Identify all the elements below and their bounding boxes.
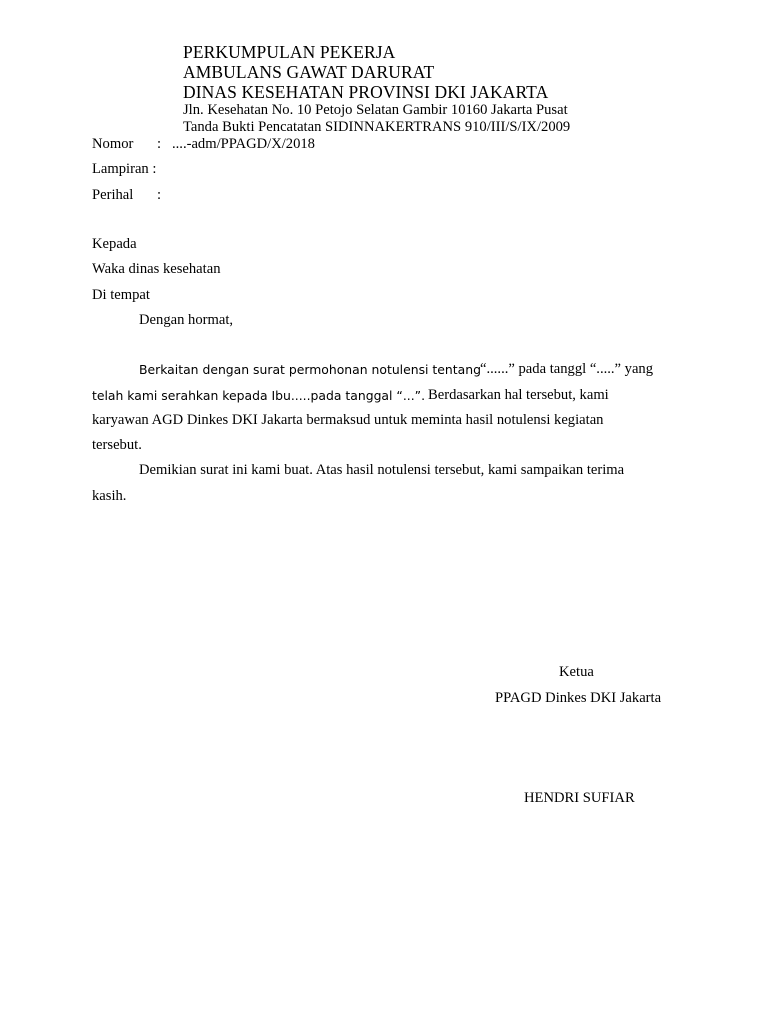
header-address: Jln. Kesehatan No. 10 Petojo Selatan Gambir 10160 Jakarta Pusat [183, 102, 568, 118]
recipient-line1: Kepada [92, 236, 137, 252]
recipient-line3: Di tempat [92, 287, 150, 303]
header-org-line1: PERKUMPULAN PEKERJA [183, 42, 396, 62]
body-p1-line2-a: telah kami serahkan kepada Ibu.....pada tanggal “...”. [92, 388, 426, 403]
body-p1-line3: karyawan AGD Dinkes DKI Jakarta bermaksud untuk meminta hasil notulensi kegiatan [92, 412, 604, 428]
signature-name: HENDRI SUFIAR [524, 790, 635, 806]
body-p1-line2-b: Berdasarkan hal tersebut, kami [428, 387, 609, 403]
nomor-label: Nomor [92, 136, 134, 152]
nomor-value: ....-adm/PPAGD/X/2018 [172, 136, 315, 152]
recipient-line2: Waka dinas kesehatan [92, 261, 221, 277]
body-p1-line4: tersebut. [92, 437, 142, 453]
signature-title: Ketua [559, 664, 594, 680]
signature-org: PPAGD Dinkes DKI Jakarta [495, 690, 662, 706]
header-org-line3: DINAS KESEHATAN PROVINSI DKI JAKARTA [183, 82, 549, 102]
body-p2-line1: Demikian surat ini kami buat. Atas hasil notulensi tersebut, kami sampaikan terima [139, 462, 625, 478]
lampiran-label: Lampiran : [92, 161, 157, 177]
header-registration: Tanda Bukti Pencatatan SIDINNAKERTRANS 910/III/S/IX/2009 [183, 119, 571, 135]
body-p1-line1-a: Berkaitan dengan surat permohonan notulensi tentang [139, 362, 481, 377]
body-p2-line2: kasih. [92, 488, 127, 504]
nomor-colon: : [157, 136, 162, 152]
body-p1-line1-b: “......” pada tanggl “.....” yang [480, 361, 654, 377]
perihal-label: Perihal [92, 187, 134, 203]
perihal-colon: : [157, 187, 162, 203]
greeting: Dengan hormat, [139, 312, 234, 328]
header-org-line2: AMBULANS GAWAT DARURAT [183, 62, 435, 82]
